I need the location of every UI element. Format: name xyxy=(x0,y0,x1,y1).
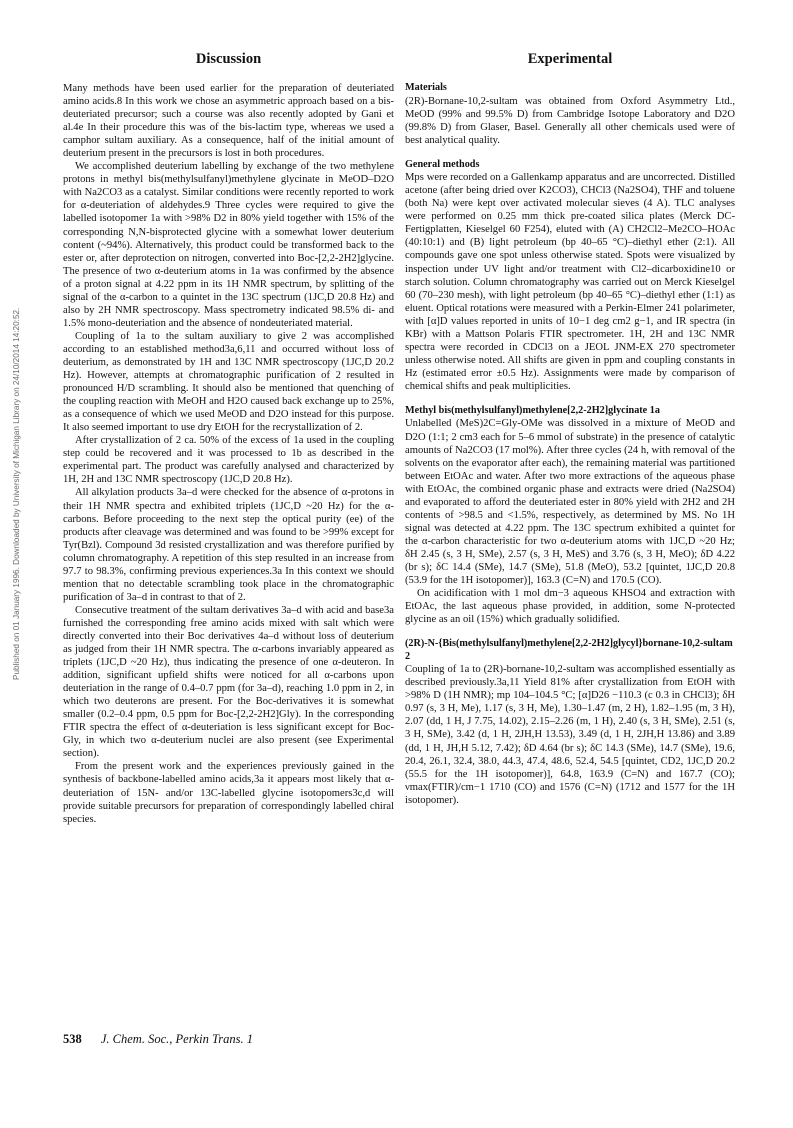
general-methods-section xyxy=(405,159,735,393)
materials-heading: Materials xyxy=(405,82,447,93)
general-methods-heading: General methods xyxy=(405,158,480,170)
right-column xyxy=(405,50,735,807)
general-methods-paragraph: Mps were recorded on a Gallenkamp apparatus and are uncorrected. Distilled acetone (after being dried over K2CO3), CHCl3 (Na2SO4), THF and toluene (both Na) were kept over activated molecular sieves (4 A). TLC analyses were performed on 0.25 mm thick pre-coated silica plates (Merck DC-Fertigplatten, Kieselgel 60 F254), eluted with (A) CH2Cl2–Me2CO–HOAc (40:10:1) and (B) light petroleum (bp 40–65 °C)–diethyl ether (2:1). All compounds gave one spot unless otherwise stated. Spots were visualized by inspection under UV light and/or treatment with Cl2–dicarboxidine10 or starch solution. Column chromatography was carried out on Merck Kieselgel 60 (70–230 mesh), with light petroleum (bp 40–65 °C)–diethyl ether (1:1) as eluent. Optical rotations were measured with a Perkin-Elmer 241 polarimeter, with [α]D values reported in units of 10−1 deg cm2 g−1, and IR spectra (in KBr) with a Mattson Polaris FTIR spectrometer. 1H, 2H and 13C NMR spectra were recorded in CDCl3 on a JEOL JNM-EX 270 spectrometer unless otherwise noted. All shifts are given in ppm and coupling constants in Hz (estimated error ±0.5 Hz). Assignments were made by comparison of chemical shifts and peak multiplicities. xyxy=(405,172,735,392)
discussion-paragraph: All alkylation products 3a–d were checked for the absence of α-protons in their 1H NMR spectra and exhibited triplets (1JC,D ~20 Hz) for the α-carbons. Before proceeding to the next step the optical purity (ee) of the products after cleavage was determined and was found to be >99% except for Tyr(Bzl). Compound 3d resisted crystallization and was therefore purified by column chromatography. A repetition of this step resulted in an increase from 97.7 to 98.3%, confirming previous experiences.3a In this context we should mention that no detectable scrambling took place in the chromatographic purification of 3a–d in contrast to that of 2. xyxy=(63,487,394,603)
discussion-paragraph: Consecutive treatment of the sultam derivatives 3a–d with acid and base3a furnished the corresponding free amino acids mixed with salt which were directly converted into their Boc derivatives 4a–d without loss of deuterium as judged from their 1H NMR spectra. The α-carbons invariably appeared as triplets (1JC,D ~20 Hz), thus indicating the presence of one α-deuteron. In addition, significant upfield shifts were noticed for all α-carbons upon deuteriation in the range of 0.4–0.7 ppm (for 3a–d), reaching 1.0 ppm in 2, in which two deuterons are present. For the Boc-derivatives it is somewhat smaller (0.2–0.4 ppm, 0.5 ppm for Boc-[2,2-2H2]Gly). In the corresponding FTIR spectra the effect of α-deuteriation is less significant except for Boc-Gly, in which two α-deuterium nuclei are also present (see Experimental section). xyxy=(63,604,394,760)
left-column xyxy=(63,50,394,826)
compound-2-paragraph: Coupling of 1a to (2R)-bornane-10,2-sultam was accomplished essentially as described previously.3a,11 Yield 81% after crystallization from EtOH with >98% D (1H NMR); mp 104–104.5 °C; [α]D26 −110.3 (c 0.3 in CHCl3); δH 0.97 (s, 3 H, Me), 1.17 (s, 3 H, Me), 1.30–1.47 (m, 2 H), 1.82–1.95 (m, 3 H), 2.07 (dd, 1 H, J 7.75, 14.02), 2.15–2.26 (m, 1 H), 2.40 (s, 3 H, SMe), 2.51 (s, 3 H, SMe), 3.42 (d, 1 H, 2JH,H 13.53), 3.49 (d, 1 H, 2JH,H 13.86) and 3.89 (dd, 1 H, JH,H 5.12, 7.42); δD 4.64 (br s); δC 14.3 (SMe), 14.7 (SMe), 19.6, 20.4, 26.1, 32.4, 38.0, 44.3, 47.4, 48.6, 52.4, 54.5 [quintet, CD2, 1JC,D 20.2 (55.5 for the 1H isotopomer)], 64.8, 163.9 (C=N) and 167.7 (CO); νmax(FTIR)/cm−1 1710 (CO) and 1576 (C=N) (1712 and 1577 for the 1H isotopomer). xyxy=(405,664,735,806)
compound-1a-section xyxy=(405,405,735,626)
compound-2-heading: (2R)-N-{Bis(methylsulfanyl)methylene[2,2-2H2]glycyl}bornane-10,2-sultam 2 xyxy=(405,638,733,662)
page-number: 538 xyxy=(63,1032,82,1046)
compound-1a-heading: Methyl bis(methylsulfanyl)methylene[2,2-2H2]glycinate 1a xyxy=(405,404,660,416)
experimental-heading: Experimental xyxy=(527,51,613,67)
materials-section xyxy=(405,82,735,147)
page-footer xyxy=(63,1032,253,1047)
download-watermark xyxy=(12,160,26,680)
materials-paragraph: (2R)-Bornane-10,2-sultam was obtained from Oxford Asymmetry Ltd., MeOD (99% and 99.5% D) from Cambridge Isotope Laboratory and D2O (99.8% D) from Glaser, Basel. Generally all other chemicals used were of best analytical quality. xyxy=(405,95,735,146)
discussion-paragraph: After crystallization of 2 ca. 50% of the excess of 1a used in the coupling step could be recovered and it was processed to 1b as described in the experimental part. The product was carefully analysed and characterized by 1H, 2H and 13C NMR spectroscopy (1JC,D 20.8 Hz). xyxy=(63,435,394,486)
watermark-text: Published on 01 January 1996. Downloaded by University of Michigan Library on 24/10/2014 14:20:52. xyxy=(12,307,21,680)
compound-1a-paragraph: On acidification with 1 mol dm−3 aqueous KHSO4 and extraction with EtOAc, the last aqueous phase provided, in addition, some N-protected glycine as an oil (15%) which gradually solidified. xyxy=(405,588,735,626)
discussion-paragraph: Coupling of 1a to the sultam auxiliary to give 2 was accomplished according to an established method3a,6,11 and occurred without loss of deuterium, as demonstrated by 1H and 13C NMR spectroscopy (1JC,D 20.2 Hz). However, attempts at chromatographic purification of 2 resulted in pronounced H/D scrambling. It should also be mentioned that quenching of the coupling reaction with MeOH and H2O caused back exchange up to 25%, as a consequence of which we used MeOD and D2O instead for this purpose. It also seemed important to use dry EtOH for the recrystallization of 2. xyxy=(63,330,394,434)
journal-name: J. Chem. Soc., Perkin Trans. 1 xyxy=(100,1032,253,1046)
compound-1a-paragraph: Unlabelled (MeS)2C=Gly-OMe was dissolved in a mixture of MeOD and D2O (1:1; 2 cm3 each for 5–6 mmol of substrate) in the presence of catalytic amounts of Na2CO3 (17 mol%). After three cycles (24 h, with removal of the solvents on the evaporator after each), the remaining material was partitioned between EtOAc and water. After two more extractions of the aqueous phase with EtOAc, the combined organic phase and extracts were dried (Na2SO4) and evaporated to afford the deuteriated ester in 80% yield with 2H2 and 2H contents of >98.5 and <1.5%, respectively, as determined by MS. No 1H signal was detected at 4.22 ppm. The 13C spectrum exhibited a quintet for the α-carbon characteristic for two α-deuterium atoms with 1JC,D ~20 Hz; δH 2.45 (s, 3 H, SMe), 2.57 (s, 3 H, MeS) and 3.76 (s, 3 H, MeO); δD 4.22 (br s); δC 14.4 (SMe), 14.7 (SMe), 51.8 (MeO), 53.2 [quintet, 1JC,D 20.8 (53.9 for the 1H isotopomer)], 163.3 (C=N) and 170.5 (CO). xyxy=(405,418,735,587)
discussion-paragraph: Many methods have been used earlier for the preparation of deuteriated amino acids.8 In this work we chose an asymmetric approach based on a bis-deuteriated precursor; such a course was also recently adopted by Gani et al.4e In their procedure this was of the bis-lactim type, whereas we used a camphor sultam auxiliary. As a consequence, half of the initial amount of deuterium present in the precursors is lost in both procedures. xyxy=(63,83,394,160)
discussion-paragraph: We accomplished deuterium labelling by exchange of the two methylene protons in methyl bis(methylsulfanyl)methylene glycinate in MeOD–D2O with Na2CO3 as a catalyst. Similar conditions were recently reported to work for α-deuteriation of aldehydes.9 Three cycles were required to give the labelled isotopomer 1a with >98% D2 in 80% yield together with 15% of the corresponding N,N-bisprotected glycine with a somewhat lower deuterium content (~94%). Alternatively, this product could be transformed back to the ester or, after deprotection on nitrogen, converted into Boc-[2,2-2H2]glycine. The presence of two α-deuterium atoms in 1a was confirmed by the absence of a proton signal at 4.22 ppm in its 1H NMR spectrum, by splitting of the signal of the α-carbon to a quintet in the 13C spectrum (1JC,D 20.8 Hz) and also by 2H NMR spectroscopy. Mass spectrometry indicated 98.5% di- and 1.5% mono-deuteriation and the absence of nondeuteriated material. xyxy=(63,161,394,329)
discussion-paragraph: From the present work and the experiences previously gained in the synthesis of backbone-labelled amino acids,3a it appears most likely that α-deuteriation of 15N- and/or 13C-labelled glycine isotopomers3c,d will provide suitable precursors for preparation of correspondingly labelled chiral species. xyxy=(63,761,394,825)
discussion-heading: Discussion xyxy=(195,51,262,67)
compound-2-section xyxy=(405,638,735,807)
